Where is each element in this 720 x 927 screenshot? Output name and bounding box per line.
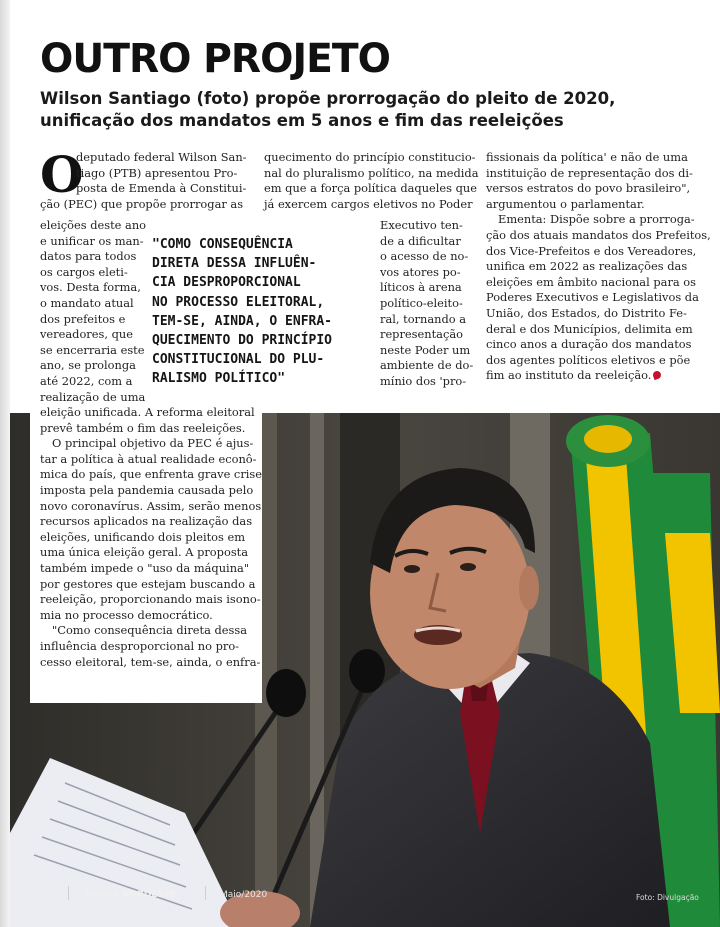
text-line: ção (PEC) que propõe prorrogar as [40,197,244,211]
text-line: novo coronavírus. Assim, serão menos [40,498,262,513]
footer-magazine-brand: NORDESTE [121,890,177,900]
text-line: neste Poder um [380,342,471,357]
text-line: eleições, unificando dois pleitos em [40,529,246,544]
text-line: mica do país, que enfrenta grave crise [40,467,262,482]
column-1-continued [40,405,262,670]
text-line: versos estratos do povo brasileiro", [486,181,691,196]
column-2-narrow [380,218,473,390]
text-line: mínio dos 'pro- [380,373,467,388]
text-line: deputado federal Wilson San- [76,150,247,164]
page-edge [0,0,10,927]
subheadline [40,88,616,132]
column-1-intro-full [40,197,243,213]
pull-quote-line: CIA DESPROPORCIONAL [152,275,301,291]
text-line: instituição de representação dos di- [486,165,693,180]
text-line: datos para todos [40,249,137,264]
text-line: ano, se prolonga [40,358,136,373]
text-line: ral, tornando a [380,311,467,326]
text-line: dos prefeitos e [40,311,126,326]
text-line: já exercem cargos eletivos no Poder [264,196,473,211]
column-1-narrow [40,218,147,405]
column-2-intro [264,150,479,212]
text-line: reeleição, proporcionando mais isono- [40,592,261,607]
text-line: recursos aplicados na realização das [40,514,253,529]
footer-divider [205,886,206,900]
text-line: líticos à arena [380,280,462,295]
text-line: em que a força política daqueles que [264,181,477,196]
text-line: e unificar os man- [40,233,144,248]
pull-quote-line: QUECIMENTO DO PRINCÍPIO [152,333,333,349]
text-line: ambiente de do- [380,358,474,373]
text-line: O principal objetivo da PEC é ajus- [52,436,254,451]
headline: OUTRO PROJETO [40,36,390,82]
footer-magazine-prefix: Revista [86,890,122,900]
text-line: prevê também o fim das reeleições. [40,420,246,435]
column-3 [486,150,711,384]
text-line: Poderes Executivos e Legislativos da [486,290,699,305]
text-line: por gestores que estejam buscando a [40,576,256,591]
text-line: realização de uma [40,389,146,404]
text-line: imposta pela pandemia causada pelo [40,482,254,497]
pull-quote-line: DIRETA DESSA INFLUÊN- [152,256,317,272]
text-line [486,368,711,384]
text-line: deral e dos Municípios, delimita em [486,321,693,336]
pull-quote-line: TEM-SE, AINDA, O ENFRA- [152,313,333,329]
pull-quote-line: "COMO CONSEQUÊNCIA [152,237,293,252]
column-1-intro [76,150,247,197]
text-line: ção dos atuais mandatos dos Prefeitos, [486,227,711,242]
text-line: também impede o "uso da máquina" [40,560,250,575]
text-line: político-eleito- [380,295,463,310]
text-line: unifica em 2022 as realizações das [486,259,688,274]
pull-quote [152,235,377,389]
text-line: eleições deste ano [40,218,147,232]
text-line: o acesso de no- [380,249,469,264]
text-line: eleição unificada. A reforma eleitoral [40,405,255,419]
text-line: cesso eleitoral, tem-se, ainda, o enfra- [40,654,261,669]
text-line: mia no processo democrático. [40,607,213,622]
pull-quote-line: NO PROCESSO ELEITORAL, [152,294,325,310]
text-line: representação [380,327,463,342]
text-line: Executivo ten- [380,218,463,232]
end-of-article-mark-icon [652,370,662,380]
text-line: tiago (PTB) apresentou Pro- [76,165,238,180]
text-line: Ementa: Dispõe sobre a prorroga- [498,212,695,227]
text-line: "Como consequência direta dessa [52,623,248,638]
pull-quote-line: CONSTITUCIONAL DO PLU- [152,352,325,368]
text-line: até 2022, com a [40,373,133,388]
text-line: uma única eleição geral. A proposta [40,545,249,560]
text-line: de a dificultar [380,233,461,248]
text-line: vos atores po- [380,264,461,279]
text-line: cinco anos a duração dos mandatos [486,337,692,352]
text-line: tar a política à atual realidade econô- [40,451,257,466]
photo-credit: Foto: Divulgação [636,893,699,902]
pull-quote-line: RALISMO POLÍTICO" [152,371,286,387]
text-line: vos. Desta forma, [40,280,141,295]
text-line: União, dos Estados, do Distrito Fe- [486,305,687,320]
drop-cap: O [40,145,84,204]
text-line: eleições em âmbito nacional para os [486,274,696,289]
text-line: os cargos eleti- [40,264,128,279]
text-line-content: fim ao instituto da reeleição. [486,368,652,383]
text-line: dos agentes políticos eletivos e põe [486,352,691,367]
text-line: dos Vice-Prefeitos e dos Vereadores, [486,243,697,258]
footer-divider [68,886,69,900]
text-line: posta de Emenda à Constitui- [76,181,247,196]
text-line: vereadores, que [40,327,133,342]
footer-date: Maio/2020 [220,890,268,900]
text-line: argumentou o parlamentar. [486,196,645,211]
footer-magazine-name [86,890,176,900]
text-line: influência desproporcional no pro- [40,638,240,653]
text-line: quecimento do princípio constitucio- [264,150,476,164]
text-line: o mandato atual [40,295,134,310]
text-line: se encerraria este [40,342,145,357]
subheadline-line: Wilson Santiago (foto) propõe prorrogação do pleito de 2020, [40,89,616,108]
text-line: nal do pluralismo político, na medida [264,165,479,180]
subheadline-line: unificação dos mandatos em 5 anos e fim das reeleições [40,111,564,130]
text-line: fissionais da política' e não de uma [486,150,688,164]
